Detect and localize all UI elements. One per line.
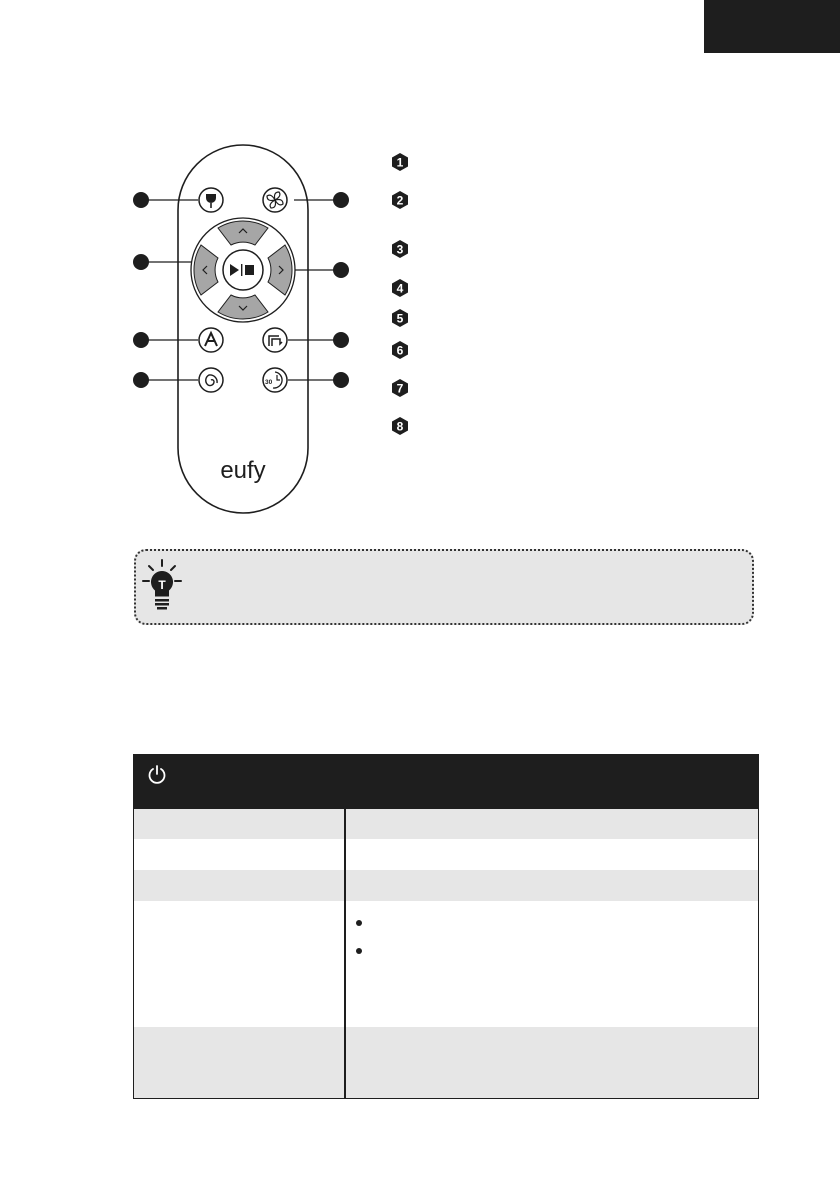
table-row [134,901,758,1027]
callout-dot [133,254,149,270]
svg-text:1: 1 [396,155,404,170]
callout-dot [333,262,349,278]
bullet-dot [356,920,362,926]
fan-speed-button[interactable] [263,188,287,212]
number-badge [390,378,410,398]
number-badge [390,152,410,172]
spot-clean-button[interactable] [199,368,223,392]
number-badge [390,416,410,436]
svg-text:2: 2 [396,193,404,208]
remote-illustration [0,0,840,540]
remote-diagram [0,0,840,540]
timer-button[interactable] [263,368,287,392]
auto-clean-button[interactable] [199,328,223,352]
callout-dot [133,332,149,348]
svg-text:5: 5 [396,311,404,326]
number-badge [390,308,410,328]
svg-text:7: 7 [396,381,404,396]
callout-dot [333,372,349,388]
number-badge [390,239,410,259]
power-icon [146,763,168,785]
table-header [134,755,758,809]
legend-item [390,278,410,298]
direction-pad [191,218,295,322]
legend-item [390,190,410,210]
callout-dot [333,192,349,208]
callout-dot [133,192,149,208]
svg-text:6: 6 [396,343,404,358]
lightbulb-tip-icon [140,557,184,617]
table-row [134,1027,758,1098]
column-divider [344,809,346,1099]
svg-text:4: 4 [396,281,404,296]
bullet-dot [356,948,362,954]
number-badge [390,190,410,210]
tip-box [134,549,754,625]
number-badge [390,278,410,298]
table-row [134,870,758,901]
svg-text:3: 3 [396,242,404,257]
legend-item [390,340,410,360]
legend-item [390,416,410,436]
table-row [134,809,758,839]
svg-text:30: 30 [265,379,273,386]
edge-clean-button[interactable] [263,328,287,352]
legend-item [390,308,410,328]
callout-dot [133,372,149,388]
legend-item [390,152,410,172]
brand-logo: eufy [220,457,266,484]
status-table [133,754,759,1099]
svg-text:8: 8 [396,419,404,434]
svg-text:T: T [158,578,166,592]
table-row [134,839,758,870]
number-badge [390,340,410,360]
suction-button[interactable] [199,188,223,212]
callout-dot [333,332,349,348]
legend-item [390,378,410,398]
start-pause-button[interactable] [223,250,263,290]
legend-item [390,239,410,259]
